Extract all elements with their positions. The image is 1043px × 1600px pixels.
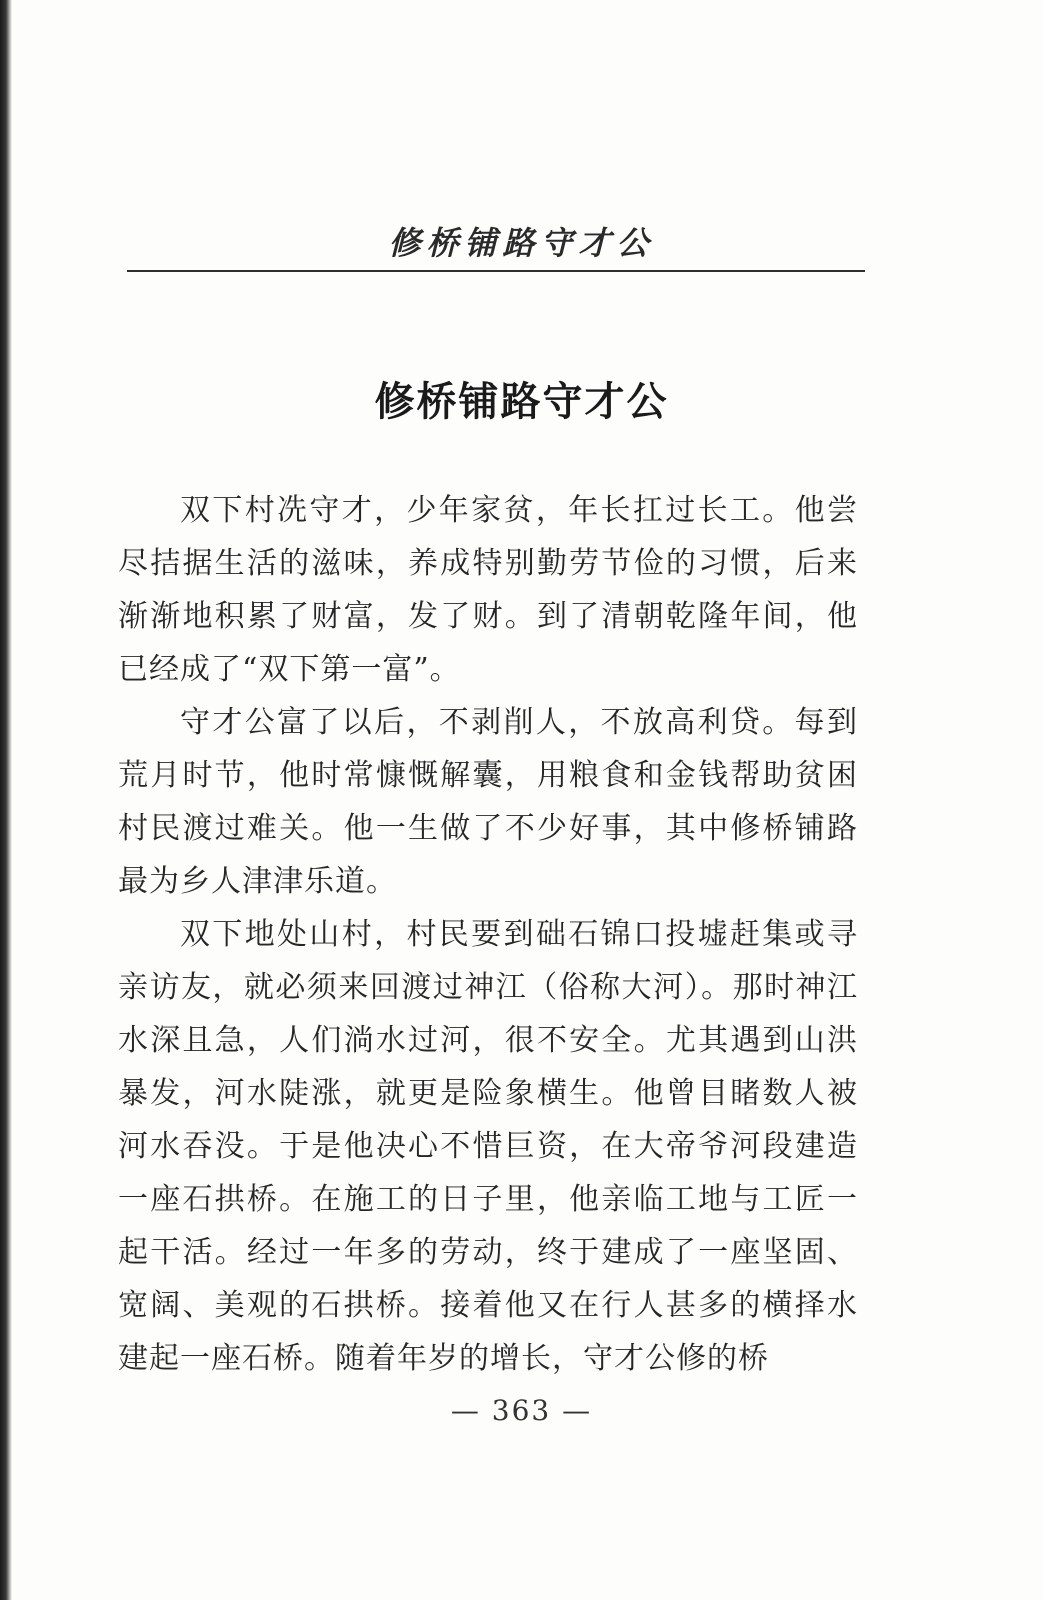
paragraph-2: 守才公富了以后，不剥削人，不放高利贷。每到荒月时节，他时常慷慨解囊，用粮食和金钱帮助贫困村民渡过难关。他一生做了不少好事，其中修桥铺路最为乡人津津乐道。 [118,705,858,899]
body-text [118,484,858,1385]
chapter-title: 修桥铺路守才公 [374,378,669,425]
running-head: 修桥铺路守才公 [388,224,655,262]
paragraph-1: 双下村冼守才，少年家贫，年长扛过长工。他尝尽拮据生活的滋味，养成特别勤劳节俭的习惯，后来渐渐地积累了财富，发了财。到了清朝乾隆年间，他已经成了“双下第一富”。 [118,493,858,687]
page-number: — 363 — [450,1394,593,1427]
header-rule [127,270,865,272]
paragraph-3: 双下地处山村，村民要到础石锦口投墟赶集或寻亲访友，就必须来回渡过神江（俗称大河）。那时神江水深且急，人们淌水过河，很不安全。尤其遇到山洪暴发，河水陡涨，就更是险象横生。他曾目睹数人被河水吞没。于是他决心不惜巨资，在大帝爷河段建造一座石拱桥。在施工的日子里，他亲临工地与工匠一起干活。经过一年多的劳动，终于建成了一座坚固、宽阔、美观的石拱桥。接着他又在行人甚多的横择水建起一座石桥。随着年岁的增长，守才公修的桥 [118,917,858,1376]
